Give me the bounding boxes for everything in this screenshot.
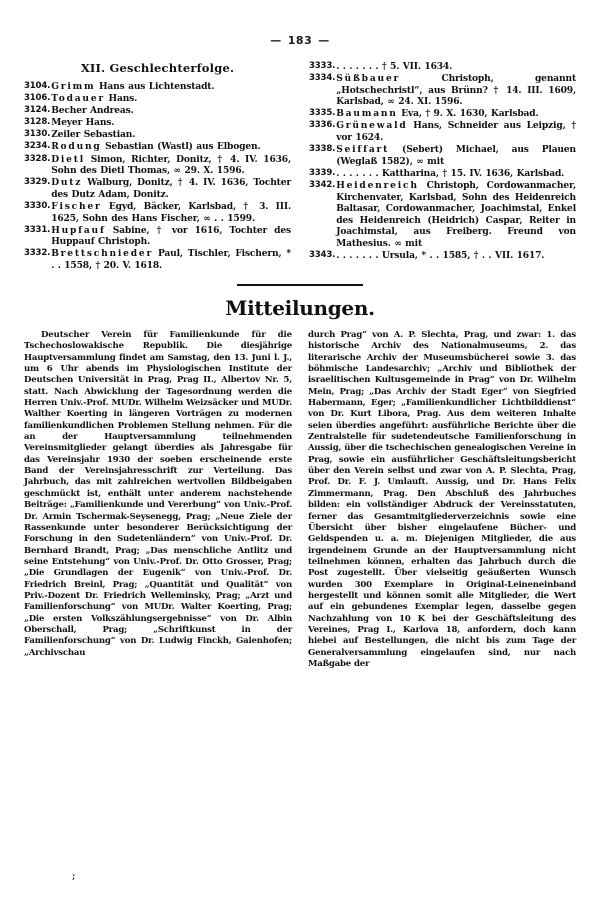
genealogy-entry-surname: Seiffart: [336, 144, 390, 156]
genealogy-entry: [309, 168, 576, 180]
genealogy-entry-text: Rodung Sebastian (Wastl) aus Elbogen.: [51, 141, 261, 153]
genealogy-entry-text: Baumann Eva, † 9. X. 1630, Karlsbad.: [336, 108, 539, 120]
genealogy-entry: [309, 120, 576, 143]
genealogy-entry-number: 3338.: [309, 144, 336, 155]
genealogy-entry-number: 3128.: [24, 117, 51, 128]
genealogy-entry-text: Todauer Hans.: [51, 93, 138, 105]
genealogy-entry: [309, 73, 576, 108]
genealogy-entry-text: Süßbauer Christoph, genannt „Hotschechristl“, aus Brünn? † 14. III. 1609, Karlsbad, ∞ 24. XI. 1596.: [336, 73, 576, 108]
genealogy-entry: [24, 154, 291, 177]
genealogy-entry-number: 3328.: [24, 153, 51, 164]
genealogy-entry-text: Heidenreich Christoph, Cordowanmacher, Kirchenvater, Karlsbad, Sohn des Heidenreich Baltasar, Cordowanmacher, Joachimstal, Enkel des Heidenreich (Heidrich) Caspar, Reiter in Joachimstal, aus Freiberg. Freund von Mathesius. ∞ mit: [336, 179, 576, 249]
genealogy-entry-list-right: [309, 61, 576, 262]
genealogy-entry-number: 3104.: [24, 81, 51, 91]
genealogy-entry-text: Zeiler Sebastian.: [51, 129, 136, 141]
mitteilungen-body: [0, 330, 600, 670]
genealogy-entry-number: 3333.: [309, 61, 336, 71]
genealogy-entry-number: 3124.: [24, 105, 51, 116]
mitteilungen-lead-in: Deutscher Verein für Familienkunde für die Tschechoslowakische Republik.: [24, 330, 292, 352]
genealogy-entry-number: 3332.: [24, 248, 51, 259]
genealogy-entry-number: 3343.: [309, 250, 336, 260]
genealogy-entry-text: Fischer Egyd, Bäcker, Karlsbad, † 3. III. 1625, Sohn des Hans Fischer, ∞ . . 1599.: [51, 200, 291, 224]
genealogy-entry-surname: Hupfauf: [51, 224, 106, 236]
genealogy-entry-surname: Süßbauer: [336, 73, 401, 85]
mitteilungen-column-right: [308, 330, 576, 670]
genealogy-entry-surname: Rodung: [51, 141, 102, 153]
genealogy-entry-text: Seiffart (Sebert) Michael, aus Plauen (Weglaß 1582), ∞ mit: [336, 144, 576, 167]
genealogy-entry: [309, 180, 576, 250]
genealogy-entry-number: 3331.: [24, 224, 51, 235]
genealogy-entry-text: Hupfauf Sabine, † vor 1616, Tochter des Huppauf Christoph.: [51, 224, 291, 248]
genealogy-entry: [309, 108, 576, 120]
running-head: [0, 0, 600, 47]
mitteilungen-right-text: durch Prag“ von A. P. Slechta, Prag, und zwar: 1. das historische Archiv des Nationalmuseums, 2. das literarische Archiv der Museumsbücherei sowie 3. das böhmische Landesarchiv; „Archiv und Bibliothek der israelitischen Kultusgemeinde in Prag“ von Dr. Wilhelm Mein, Prag; „Das Archiv der Stadt Eger“ von Siegfried Habermann, Eger; „Familienkundlicher Lichtbilddienst“ von Dr. Kurt Libora, Prag. Aus dem weiteren Inhalte seien überdies angeführt: ausführliche Berichte über die Zentralstelle für sudetendeutsche Familienforschung in Aussig, über die tschechischen genealogischen Vereine in Prag, sowie ein ausführlicher Geschäftsleitungsbericht über den Verein selbst und zwar von A. P. Slechta, Prag, Prof. Dr. F. J. Umlauft. Aussig, und Dr. Hans Felix Zimmermann, Prag. Den Abschluß des Jahrbuches bilden: ein vollständiger Abdruck der Vereinsstatuten, ferner das Gesamtmitgliederverzeichnis sowie eine Übersicht über bisher eingelaufene Bücher- und Geldspenden u. a. m. Diejenigen Mitglieder, die aus irgendeinem Grunde an der Hauptversammlung nicht teilnehmen können, erhalten das Jahrbuch durch die Post zugestellt. Über vielseitig geäußerten Wunsch wurden 300 Exemplare in Original-Leineneinband hergestellt und können somit alle Mitglieder, die Wert auf ein gebundenes Exemplar legen, dasselbe gegen Nachzahlung von 10 K bei der Geschäftsleitung des Vereines, Prag I., Karlova 18, anfordern, doch kann hiebei auf Bestellungen, die nicht bis zum Tage der Generalversammlung eingelaufen sind, nur nach Maßgabe der: [308, 330, 576, 669]
genealogy-entry-number: 3334.: [309, 73, 336, 84]
genealogy-entry-surname: Heidenreich: [336, 179, 419, 191]
genealogy-entry-list-left: [24, 81, 291, 272]
genealogy-entry: [24, 129, 291, 141]
genealogy-entry: [24, 105, 291, 117]
genealogy-entry-surname: Grünewald: [336, 120, 408, 132]
genealogy-entry: [24, 117, 291, 129]
mitteilungen-title: Mitteilungen.: [225, 296, 375, 320]
rule-dash-left: —: [270, 34, 282, 47]
stray-ink-mark: ;: [72, 872, 76, 882]
genealogy-entry-number: 3336.: [309, 120, 336, 131]
genealogy-entry-number: 3234.: [24, 141, 51, 152]
genealogy-column-right: [309, 61, 576, 272]
genealogy-entry-text: . . . . . . . Kattharina, † 15. IV. 1636, Karlsbad.: [336, 167, 565, 179]
section-divider: [237, 284, 363, 286]
genealogy-entry-surname: Brettschnieder: [51, 248, 154, 260]
genealogy-entry: [24, 81, 291, 93]
genealogy-entry-surname: Baumann: [336, 108, 398, 120]
genealogy-heading: XII. Geschlechterfolge.: [80, 61, 235, 75]
genealogy-entry-number: 3330.: [24, 200, 51, 211]
genealogy-entry-number: 3342.: [309, 179, 336, 190]
genealogy-entry-surname: Dietl: [51, 153, 85, 165]
genealogy-entry-text: Brettschnieder Paul, Tischler, Fischern, * . . 1558, † 20. V. 1618.: [51, 248, 291, 271]
genealogy-entry-number: 3130.: [24, 129, 51, 140]
genealogy-entry-text: Meyer Hans.: [51, 117, 115, 129]
genealogy-entry-surname: Dutz: [51, 177, 83, 189]
mitteilungen-column-left: [24, 330, 292, 670]
genealogy-entry-number: 3339.: [309, 167, 336, 178]
genealogy-entry: [24, 248, 291, 271]
genealogy-entry-surname: Fischer: [51, 200, 102, 212]
genealogy-entry-text: Dietl Simon, Richter, Donitz, † 4. IV. 1636, Sohn des Dietl Thomas, ∞ 29. X. 1596.: [51, 153, 291, 177]
genealogy-entry-text: Becher Andreas.: [51, 105, 134, 117]
genealogy-entry-text: Dutz Walburg, Donitz, † 4. IV. 1636, Tochter des Dutz Adam, Donitz.: [51, 177, 291, 200]
genealogy-entry-text: Grünewald Hans, Schneider aus Leipzig, † vor 1624.: [336, 120, 576, 144]
genealogy-entry: [309, 61, 576, 73]
genealogy-entry: [24, 201, 291, 224]
page-number: 183: [287, 34, 313, 47]
genealogy-entry-number: 3106.: [24, 93, 51, 104]
genealogy-entry: [24, 141, 291, 153]
genealogy-column-left: [24, 61, 291, 272]
genealogy-entry-number: 3329.: [24, 177, 51, 188]
genealogy-entry-surname: Grimm: [51, 81, 96, 92]
genealogy-entry-text: Grimm Hans aus Lichtenstadt.: [51, 81, 215, 92]
genealogy-entry: [24, 93, 291, 105]
genealogy-entry-text: . . . . . . . Ursula, * . . 1585, † . . VII. 1617.: [336, 250, 545, 261]
mitteilungen-left-text: Deutscher Verein für Familienkunde für die Tschechoslowakische Republik. Die diesjährige Hauptversammlung findet am Samstag, den 13. Juni l. J., um 6 Uhr abends im Physiologischen Institute der Deutschen Universität in Prag, Prag II., Albertov Nr. 5, statt. Nach Abwicklung der Tagesordnung werden die Herren Univ.-Prof. MUDr. Wilhelm Weizsäcker und MUDr. Walther Koerting in längeren Vorträgen zu modernen familienkundlichen Problemen Stellung nehmen. Für die an der Hauptversammlung teilnehmenden Vereinsmitglieder gelangt überdies als Jahresgabe für das Vereinsjahr 1930 der soeben erscheinende erste Band der Vereinsjahresschrift zur Verteilung. Das Jahrbuch, das mit zahlreichen wertvollen Bildbeigaben geschmückt ist, enthält unter anderem nachstehende Beiträge: „Familienkunde und Vererbung“ von Univ.-Prof. Dr. Armin Tschermak-Seysenegg, Prag; „Neue Ziele der Rassenkunde unter besonderer Berücksichtigung der Forschung in den Sudetenländern“ von Univ.-Prof. Dr. Bernhard Brandt, Prag; „Das menschliche Antlitz und seine Entstehung“ von Univ.-Prof. Dr. Otto Grosser, Prag; „Die Grundlagen der Eugenik“ von Univ.-Prof. Dr. Friedrich Breinl, Prag; „Quantität und Qualität“ von Priv.-Dozent Dr. Friedrich Welleminsky, Prag; „Arzt und Familienforschung“ von MUDr. Walter Koerting, Prag; „Die ersten Volkszählungsergebnisse“ von Dr. Albin Oberschall, Prag; „Schriftkunst in der Familienforschung“ von Dr. Ludwig Finckh, Gaienhofen; „Archivschau: [24, 330, 292, 658]
genealogy-entry: [24, 177, 291, 200]
genealogy-entry-surname: Todauer: [51, 93, 106, 105]
genealogy-entry-number: 3335.: [309, 108, 336, 119]
rule-dash-right: —: [318, 34, 330, 47]
genealogy-section: [0, 61, 600, 272]
genealogy-entry: [309, 250, 576, 262]
genealogy-entry: [309, 144, 576, 167]
genealogy-entry-text: . . . . . . . † 5. VII. 1634.: [336, 61, 453, 72]
genealogy-entry: [24, 225, 291, 248]
